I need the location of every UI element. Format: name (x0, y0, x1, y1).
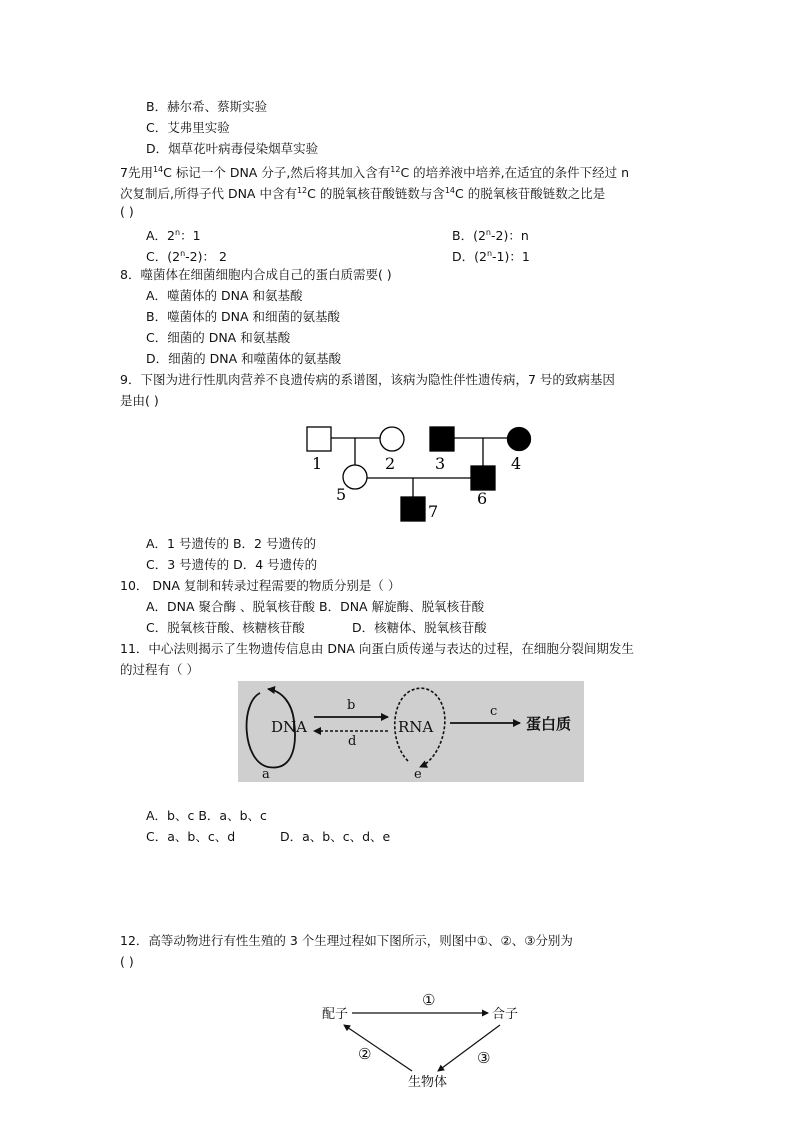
q9-stem-line1: 9．下图为进行性肌肉营养不良遗传病的系谱图，该病为隐性伴性遗传病，7 号的致病基因 (120, 372, 615, 387)
q7-option-c: C．(2$^n$-2)： 2 (146, 249, 227, 264)
q10-option-c: C．脱氧核苷酸、核糖核苷酸 (146, 620, 305, 635)
q12-stem-line2: ( ) (120, 954, 134, 969)
pedigree-individual-6 (471, 466, 495, 490)
pedigree-label-7: 7 (428, 502, 439, 521)
q11-option-d: D．a、b、c、d、e (280, 829, 391, 844)
central-dogma-diagram (238, 681, 584, 782)
process-label-d: d (348, 734, 357, 749)
q8-option-a: A．噬菌体的 DNA 和氨基酸 (146, 288, 303, 303)
q10-stem: 10． DNA 复制和转录过程需要的物质分别是（ ） (120, 578, 401, 593)
q11-stem-line2: 的过程有（ ） (120, 662, 199, 677)
q12-stem-line1: 12．高等动物进行有性生殖的 3 个生理过程如下图所示，则图中①、②、③分别为 (120, 933, 573, 948)
q7-stem-line2: 次复制后,所得子代 DNA 中含有$^{12}$C 的脱氧核苷酸链数与含$^{14}$C 的脱氧核苷酸链数之比是 (120, 186, 606, 201)
q7-stem-line3: ( ) (120, 204, 134, 219)
pedigree-individual-5 (343, 465, 367, 489)
pedigree-individual-2 (380, 427, 404, 451)
process-label-e: e (414, 767, 422, 782)
process-number-3: ③ (477, 1049, 491, 1067)
process-number-1: ① (422, 991, 436, 1009)
process-label-a: a (262, 767, 270, 782)
q9-options-cd: C．3 号遗传的 D．4 号遗传的 (146, 557, 318, 572)
rna-label: RNA (398, 718, 434, 736)
q6-option-d: D．烟草花叶病毒侵染烟草实验 (146, 141, 319, 156)
q8-option-d: D．细菌的 DNA 和噬菌体的氨基酸 (146, 351, 342, 366)
pedigree-label-5: 5 (336, 485, 347, 504)
pedigree-individual-4 (508, 428, 531, 451)
pedigree-individual-7 (401, 497, 425, 521)
q6-option-b: B．赫尔希、蔡斯实验 (146, 99, 268, 114)
q9-stem-line2: 是由( ) (120, 393, 159, 408)
q6-option-c: C．艾弗里实验 (146, 120, 230, 135)
pedigree-individual-3 (430, 427, 454, 451)
pedigree-label-3: 3 (435, 454, 446, 473)
q7-option-d: D．(2$^n$-1)：1 (452, 249, 530, 264)
gamete-label: 配子 (322, 1007, 349, 1022)
q8-option-b: B．噬菌体的 DNA 和细菌的氨基酸 (146, 309, 341, 324)
pedigree-label-1: 1 (312, 454, 323, 473)
zygote-label: 合子 (492, 1007, 519, 1022)
sexual-reproduction-cycle-diagram (300, 985, 540, 1093)
pedigree-individual-1 (307, 427, 331, 451)
q8-stem: 8．噬菌体在细菌细胞内合成自己的蛋白质需要( ) (120, 267, 392, 282)
pedigree-chart (296, 418, 546, 530)
pedigree-label-6: 6 (477, 489, 488, 508)
q7-stem-line1: 7先用$^{14}$C 标记一个 DNA 分子,然后将其加入含有$^{12}$C 的培养液中培养,在适宜的条件下经过 n (120, 165, 630, 180)
pedigree-label-4: 4 (511, 454, 522, 473)
pedigree-label-2: 2 (385, 454, 396, 473)
process-arrow-2 (344, 1025, 412, 1071)
process-arrow-3 (438, 1025, 500, 1071)
q11-stem-line1: 11．中心法则揭示了生物遗传信息由 DNA 向蛋白质传递与表达的过程，在细胞分裂间期发生 (120, 641, 634, 656)
q10-option-d: D．核糖体、脱氧核苷酸 (352, 620, 487, 635)
q11-options-ab: A．b、c B．a、b、c (146, 808, 267, 823)
q7-option-b: B．(2$^n$-2)：n (452, 228, 529, 243)
dna-label: DNA (271, 718, 307, 736)
process-label-b: b (347, 698, 356, 713)
protein-label: 蛋白质 (526, 715, 572, 733)
q7-option-a: A．2$^n$：1 (146, 228, 201, 243)
process-number-2: ② (358, 1045, 372, 1063)
q10-options-ab: A．DNA 聚合酶 、脱氧核苷酸 B．DNA 解旋酶、脱氧核苷酸 (146, 599, 485, 614)
process-label-c: c (490, 704, 498, 719)
q8-option-c: C．细菌的 DNA 和氨基酸 (146, 330, 291, 345)
q9-options-ab: A．1 号遗传的 B．2 号遗传的 (146, 536, 316, 551)
q11-option-c: C．a、b、c、d (146, 829, 236, 844)
organism-label: 生物体 (408, 1075, 448, 1090)
